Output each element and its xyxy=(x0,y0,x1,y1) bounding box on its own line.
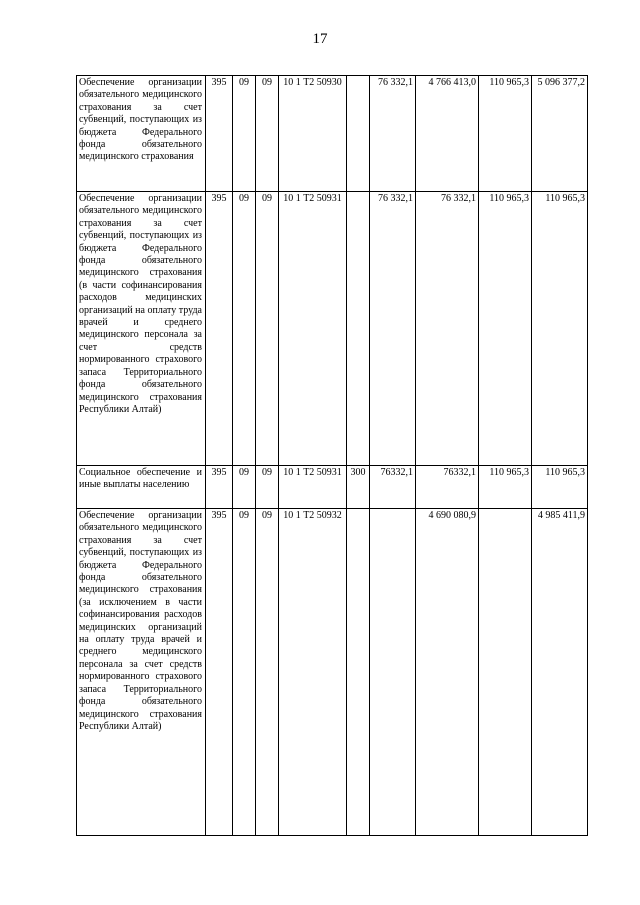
table-row xyxy=(77,509,588,836)
amount-3 xyxy=(479,509,532,836)
amount-4: 5 096 377,2 xyxy=(532,76,588,192)
amount-1: 76 332,1 xyxy=(370,76,416,192)
amount-2: 76332,1 xyxy=(416,466,479,509)
amount-3: 110 965,3 xyxy=(479,76,532,192)
budget-table xyxy=(76,75,588,836)
ministry-code: 395 xyxy=(206,466,233,509)
row-name: Обеспечение организации обязательного медицинского страхования за счет субвенций, поступающих из бюджета Федерального фонда обязательного медицинского страхования (в части софинансирования расходов медицинских организаций на оплату труда врачей и среднего медицинского персонала за счет средств нормированного страхового запаса Территориального фонда обязательного медицинского страхования Республики Алтай) xyxy=(77,192,206,466)
amount-3: 110 965,3 xyxy=(479,466,532,509)
expense-type-code xyxy=(347,509,370,836)
expense-type-code: 300 xyxy=(347,466,370,509)
amount-1 xyxy=(370,509,416,836)
table-row xyxy=(77,76,588,192)
subsection-code: 09 xyxy=(256,509,279,836)
amount-3: 110 965,3 xyxy=(479,192,532,466)
amount-4: 110 965,3 xyxy=(532,192,588,466)
subsection-code: 09 xyxy=(256,76,279,192)
ministry-code: 395 xyxy=(206,76,233,192)
ministry-code: 395 xyxy=(206,509,233,836)
target-code: 10 1 Т2 50932 xyxy=(279,509,347,836)
amount-2: 4 690 080,9 xyxy=(416,509,479,836)
amount-4: 110 965,3 xyxy=(532,466,588,509)
target-code: 10 1 Т2 50931 xyxy=(279,466,347,509)
expense-type-code xyxy=(347,192,370,466)
amount-4: 4 985 411,9 xyxy=(532,509,588,836)
amount-2: 4 766 413,0 xyxy=(416,76,479,192)
section-code: 09 xyxy=(233,509,256,836)
expense-type-code xyxy=(347,76,370,192)
section-code: 09 xyxy=(233,466,256,509)
row-name: Обеспечение организации обязательного медицинского страхования за счет субвенций, поступающих из бюджета Федерального фонда обязательного медицинского страхования (за исключением в части софинансирования расходов медицинских организаций на оплату труда врачей и среднего медицинского персонала за счет средств нормированного страхового запаса Территориального фонда обязательного медицинского страхования Республики Алтай) xyxy=(77,509,206,836)
ministry-code: 395 xyxy=(206,192,233,466)
target-code: 10 1 Т2 50931 xyxy=(279,192,347,466)
target-code: 10 1 Т2 50930 xyxy=(279,76,347,192)
subsection-code: 09 xyxy=(256,466,279,509)
amount-1: 76 332,1 xyxy=(370,192,416,466)
section-code: 09 xyxy=(233,76,256,192)
amount-2: 76 332,1 xyxy=(416,192,479,466)
row-name: Обеспечение организации обязательного медицинского страхования за счет субвенций, поступающих из бюджета Федерального фонда обязательного медицинского страхования xyxy=(77,76,206,192)
subsection-code: 09 xyxy=(256,192,279,466)
table-row xyxy=(77,466,588,509)
amount-1: 76332,1 xyxy=(370,466,416,509)
table-row xyxy=(77,192,588,466)
section-code: 09 xyxy=(233,192,256,466)
page-number: 17 xyxy=(312,31,328,47)
row-name: Социальное обеспечение и иные выплаты населению xyxy=(77,466,206,509)
